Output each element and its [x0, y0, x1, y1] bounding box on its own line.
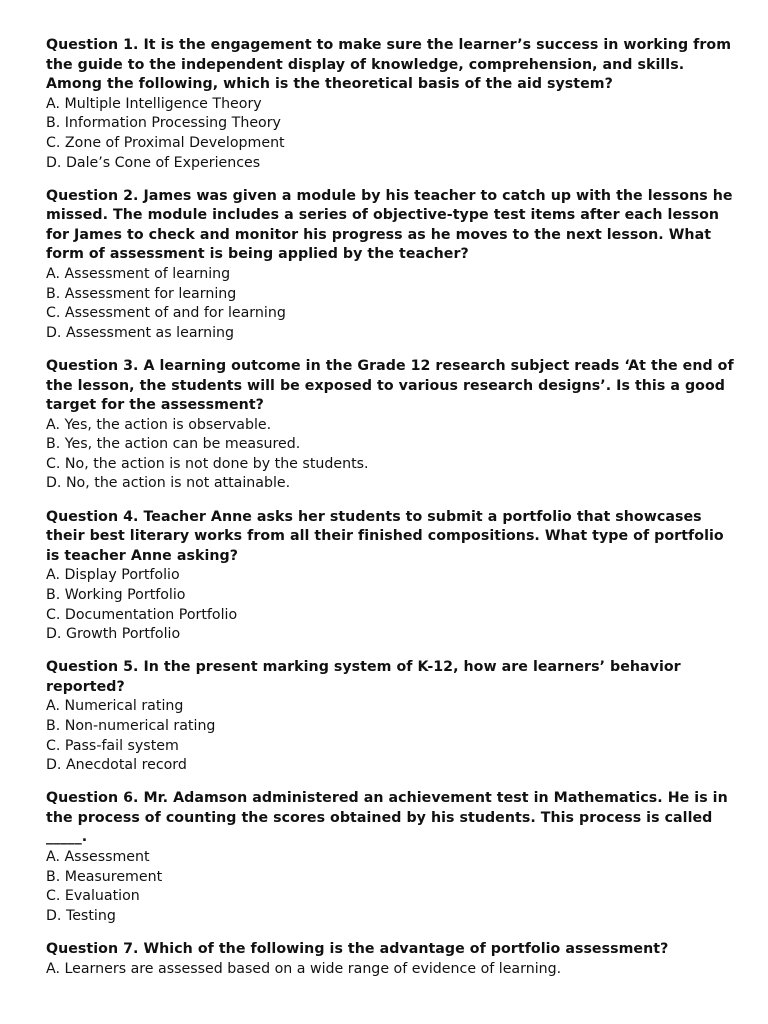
question-5: [46, 658, 738, 776]
option-b: B. Yes, the action can be measured.: [46, 436, 301, 453]
option-d: D. No, the action is not attainable.: [46, 475, 291, 492]
question-text: Question 7. Which of the following is the advantage of portfolio assessment?: [46, 940, 669, 957]
option-a: A. Learners are assessed based on a wide range of evidence of learning.: [46, 960, 562, 977]
question-6: [46, 789, 738, 926]
question-1: [46, 36, 738, 173]
option-d: D. Assessment as learning: [46, 324, 235, 341]
option-b: B. Assessment for learning: [46, 285, 237, 302]
option-d: D. Testing: [46, 907, 116, 924]
option-b: B. Non-numerical rating: [46, 718, 216, 734]
option-c: C. No, the action is not done by the students.: [46, 455, 369, 472]
option-a: A. Assessment of learning: [46, 266, 231, 283]
option-c: C. Evaluation: [46, 888, 140, 905]
option-a: A. Assessment: [46, 849, 150, 866]
option-a: A. Multiple Intelligence Theory: [46, 95, 262, 112]
option-c: C. Pass-fail system: [46, 737, 179, 754]
question-4: [46, 508, 738, 645]
option-a: A. Display Portfolio: [46, 567, 180, 584]
option-d: D. Growth Portfolio: [46, 626, 181, 643]
question-7: [46, 940, 738, 979]
option-d: D. Dale’s Cone of Experiences: [46, 154, 261, 171]
option-a: A. Numerical rating: [46, 698, 184, 715]
option-b: B. Information Processing Theory: [46, 115, 281, 132]
question-text: Question 2. James was given a module by his teacher to catch up with the lessons he missed. The module includes a series of objective-type test items after each lesson for James to check and monitor his progress as he moves to the next lesson. What form of assessment is being applied by the teacher?: [46, 187, 733, 263]
question-3: [46, 357, 738, 494]
question-text: Question 5. In the present marking system of K-12, how are learners’ behavior reported?: [46, 659, 681, 695]
question-text: Question 1. It is the engagement to make sure the learner’s success in working from the guide to the independent display of knowledge, comprehension, and skills. Among the following, which is the theoretical basis of the aid system?: [46, 37, 732, 93]
option-c: C. Assessment of and for learning: [46, 305, 286, 322]
question-2: [46, 187, 738, 344]
option-c: C. Documentation Portfolio: [46, 606, 238, 623]
option-b: B. Working Portfolio: [46, 586, 186, 603]
option-a: A. Yes, the action is observable.: [46, 416, 272, 433]
question-text: Question 3. A learning outcome in the Grade 12 research subject reads ‘At the end of the lesson, the students will be exposed to various research designs’. Is this a good target for the assessment?: [46, 357, 734, 414]
question-text: Question 6. Mr. Adamson administered an achievement test in Mathematics. He is in the process of counting the scores obtained by his students. This process is called _____.: [46, 790, 728, 846]
question-text: Question 4. Teacher Anne asks her students to submit a portfolio that showcases their best literary works from all their finished compositions. What type of portfolio is teacher Anne asking?: [46, 508, 724, 564]
option-b: B. Measurement: [46, 868, 163, 885]
option-c: C. Zone of Proximal Development: [46, 134, 285, 151]
option-d: D. Anecdotal record: [46, 757, 187, 774]
